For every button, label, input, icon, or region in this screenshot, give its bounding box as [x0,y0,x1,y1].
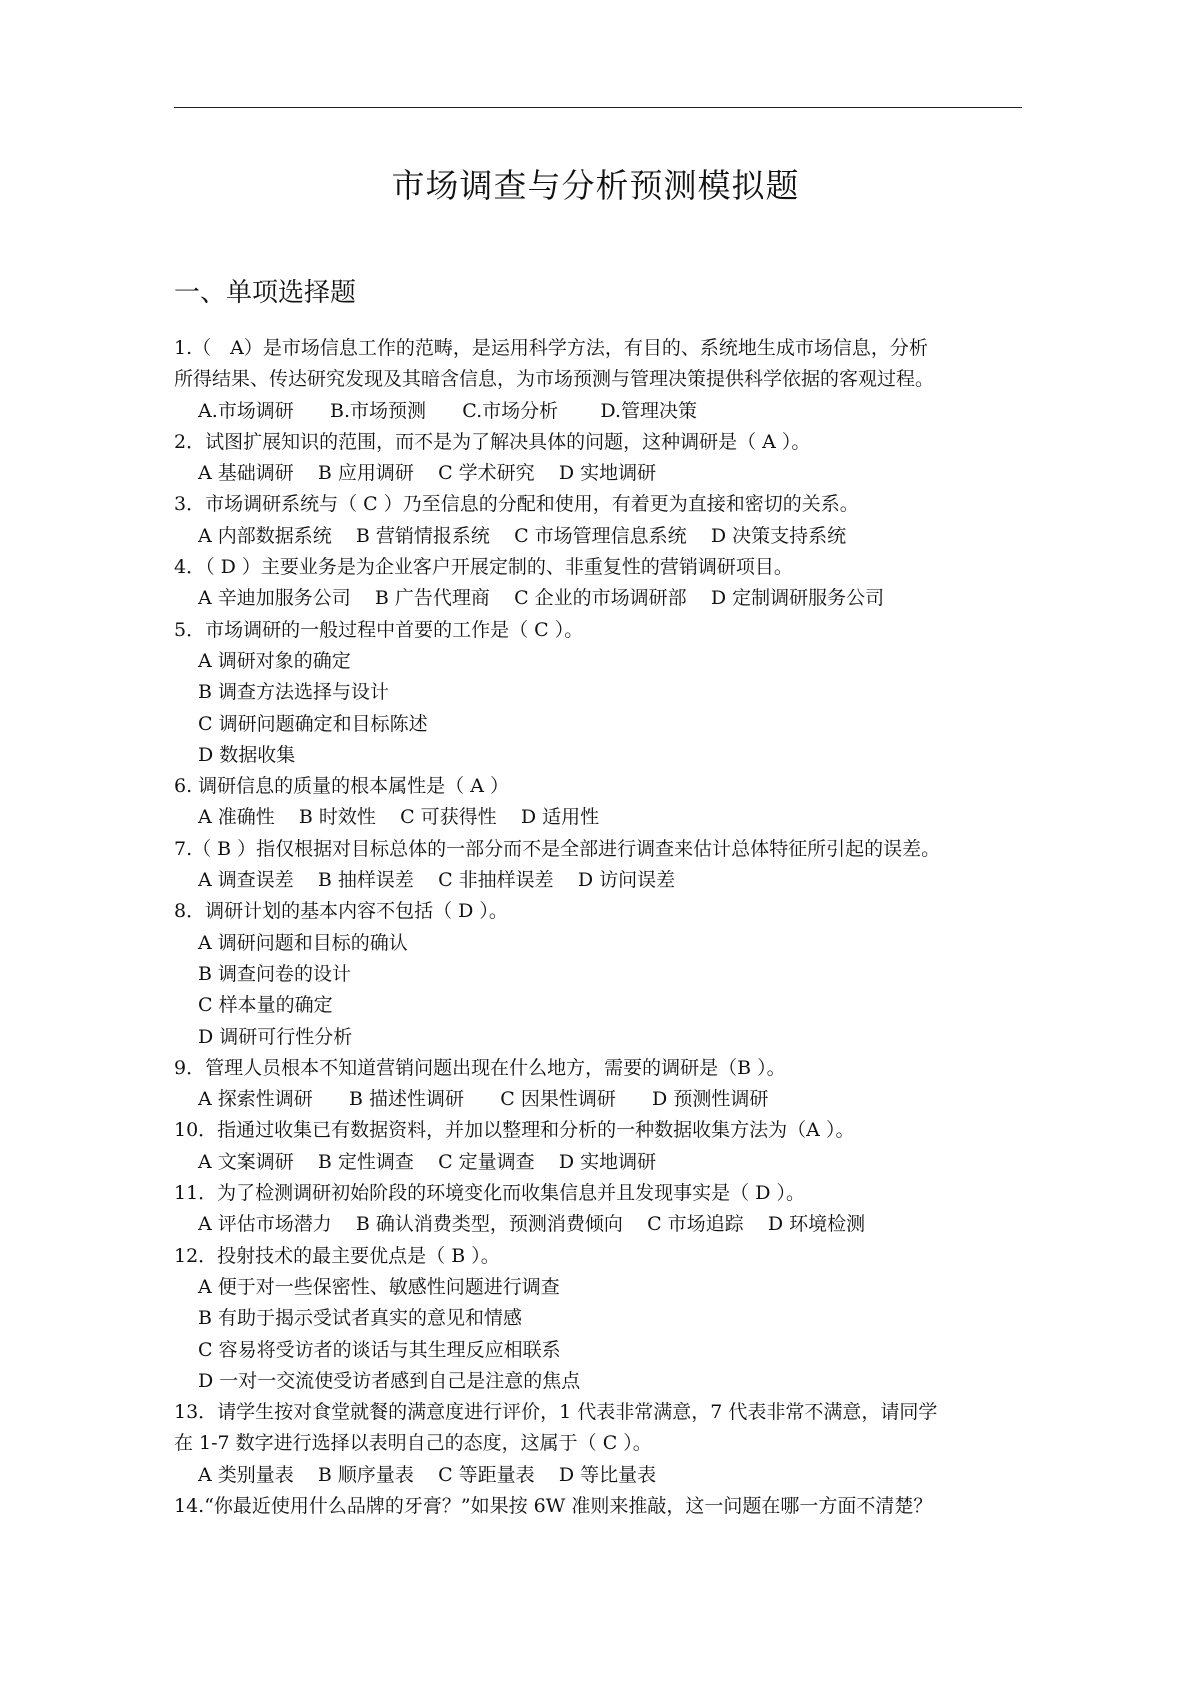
answer-option-line: A 辛迪加服务公司 B 广告代理商 C 企业的市场调研部 D 定制调研服务公司 [198,587,885,610]
question-stem-line: 1.（ A）是市场信息工作的范畴，是运用科学方法，有目的、系统地生成市场信息，分析 [174,337,928,359]
answer-option-line: A 调查误差 B 抽样误差 C 非抽样误差 D 访问误差 [198,869,676,892]
answer-option-line: A 基础调研 B 应用调研 C 学术研究 D 实地调研 [198,462,657,485]
question-item [174,1491,1034,1522]
question-stem-line: 9．管理人员根本不知道营销问题出现在什么地方，需要的调研是（B ）。 [174,1056,786,1079]
answer-option-line: A 内部数据系统 B 营销情报系统 C 市场管理信息系统 D 决策支持系统 [198,524,847,547]
answer-option-line: A 评估市场潜力 B 确认消费类型，预测消费倾向 C 市场追踪 D 环境检测 [198,1213,866,1236]
question-item [174,896,1034,1052]
answer-option-line: A 调研对象的确定 [198,649,351,672]
question-stem-line: 在 1-7 数字进行选择以表明自己的态度，这属于（ C ）。 [174,1432,652,1455]
question-stem-line: 6. 调研信息的质量的根本属性是（ A ） [174,775,509,798]
question-item [174,1178,1034,1241]
answer-option-line: C 调研问题确定和目标陈述 [198,712,428,735]
answer-option-line: A 便于对一些保密性、敏感性问题进行调查 [198,1275,560,1298]
question-stem-line: 13．请学生按对食堂就餐的满意度进行评价，1 代表非常满意，7 代表非常不满意，请同学 [174,1401,938,1424]
answer-option-line: A 调研问题和目标的确认 [198,931,408,954]
question-item [174,1241,1034,1397]
answer-option-line: B 调查方法选择与设计 [198,681,390,704]
answer-option-line: D 数据收集 [198,743,296,766]
question-stem-line: 14.“你最近使用什么品牌的牙膏？”如果按 6W 准则来推敲，这一问题在哪一方面不清楚？ [174,1494,933,1517]
answer-option-line: C 容易将受访者的谈话与其生理反应相联系 [198,1338,561,1361]
question-item [174,427,1034,490]
question-stem-line: 12．投射技术的最主要优点是（ B ）。 [174,1244,500,1267]
question-item [174,834,1034,897]
question-item [174,771,1034,834]
question-stem-line: 所得结果、传达研究发现及其暗含信息，为市场预测与管理决策提供科学依据的客观过程。 [174,368,935,391]
answer-option-line: A.市场调研 B.市场预测 C.市场分析 D.管理决策 [198,399,698,422]
question-stem-line: 5．市场调研的一般过程中首要的工作是（ C ）。 [174,618,584,641]
question-item [174,552,1034,615]
question-list [174,333,1034,1522]
question-stem-line: 10．指通过收集已有数据资料，并加以整理和分析的一种数据收集方法为（A ）。 [174,1119,855,1142]
answer-option-line: A 准确性 B 时效性 C 可获得性 D 适用性 [198,806,600,829]
question-item [174,1115,1034,1178]
answer-option-line: B 有助于揭示受试者真实的意见和情感 [198,1307,523,1330]
header-rule [174,107,1022,108]
answer-option-line: D 调研可行性分析 [198,1025,353,1048]
question-item [174,489,1034,552]
answer-option-line: A 探索性调研 B 描述性调研 C 因果性调研 D 预测性调研 [198,1088,769,1111]
answer-option-line: A 类别量表 B 顺序量表 C 等距量表 D 等比量表 [198,1463,657,1486]
question-item [174,1053,1034,1116]
section-heading: 一、单项选择题 [174,278,357,308]
question-stem-line: 2．试图扩展知识的范围，而不是为了解决具体的问题，这种调研是（ A ）。 [174,430,811,453]
question-stem-line: 3．市场调研系统与（ C ）乃至信息的分配和使用，有着更为直接和密切的关系。 [174,493,859,516]
answer-option-line: B 调查问卷的设计 [198,962,352,985]
answer-option-line: A 文案调研 B 定性调查 C 定量调查 D 实地调研 [198,1150,657,1173]
answer-option-line: C 样本量的确定 [198,994,333,1017]
question-stem-line: 7.（ B ）指仅根据对目标总体的一部分而不是全部进行调查来估计总体特征所引起的误差。 [174,837,941,860]
question-item [174,615,1034,771]
question-stem-line: 8．调研计划的基本内容不包括（ D ）。 [174,900,508,923]
question-stem-line: 4．（ D ）主要业务是为企业客户开展定制的、非重复性的营销调研项目。 [174,556,793,579]
answer-option-line: D 一对一交流使受访者感到自己是注意的焦点 [198,1369,581,1392]
question-item [174,1397,1034,1491]
question-stem-line: 11．为了检测调研初始阶段的环境变化而收集信息并且发现事实是（ D ）。 [174,1182,805,1205]
document-title: 市场调查与分析预测模拟题 [391,166,800,205]
question-item [174,333,1034,427]
